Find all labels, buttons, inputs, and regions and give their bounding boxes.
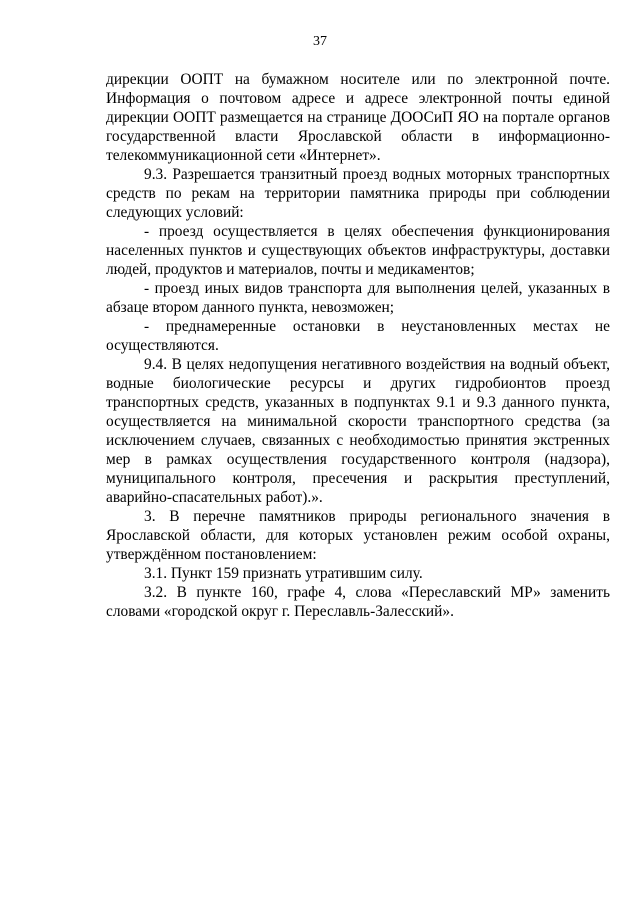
- paragraph-3-1: 3.1. Пункт 159 признать утратившим силу.: [144, 565, 423, 582]
- list-item-condition-2: - проезд иных видов транспорта для выполнения целей, указанных в абзаце втором данного пункта, невозможен;: [106, 280, 610, 316]
- document-body: [106, 70, 610, 621]
- page-number: 37: [313, 34, 327, 49]
- paragraph-9-3: 9.3. Разрешается транзитный проезд водных моторных транспортных средств по рекам на территории памятника природы при соблюдении следующих условий:: [106, 166, 610, 221]
- paragraph-3-2: 3.2. В пункте 160, графе 4, слова «Переславский МР» заменить словами «городской округ г. Переславль-Залесский».: [106, 584, 610, 620]
- paragraph-9-4: 9.4. В целях недопущения негативного воздействия на водный объект, водные биологические ресурсы и других гидробионтов проезд транспортных средств, указанных в подпунктах 9.1 и 9.3 данного пункта, осуществляется на минимальной скорости транспортного средства (за исключением случаев, связанных с необходимостью принятия экстренных мер в рамках осуществления государственного контроля (надзора), муниципального контроля, пресечения и раскрытия преступлений, аварийно-спасательных работ).».: [106, 356, 610, 506]
- list-item-condition-3: - преднамеренные остановки в неустановленных местах не осуществляются.: [106, 318, 610, 354]
- list-item-condition-1: - проезд осуществляется в целях обеспечения функционирования населенных пунктов и существующих объектов инфраструктуры, доставки людей, продуктов и материалов, почты и медикаментов;: [106, 223, 610, 278]
- paragraph-3: 3. В перечне памятников природы регионального значения в Ярославской области, для которых установлен режим особой охраны, утверждённом постановлением:: [106, 508, 610, 563]
- paragraph-continuation: дирекции ООПТ на бумажном носителе или по электронной почте. Информация о почтовом адресе и адресе электронной почты единой дирекции ООПТ размещается на странице ДООСиП ЯО на портале органов государственной власти Ярославской области в информационно-телекоммуникационной сети «Интернет».: [106, 71, 610, 164]
